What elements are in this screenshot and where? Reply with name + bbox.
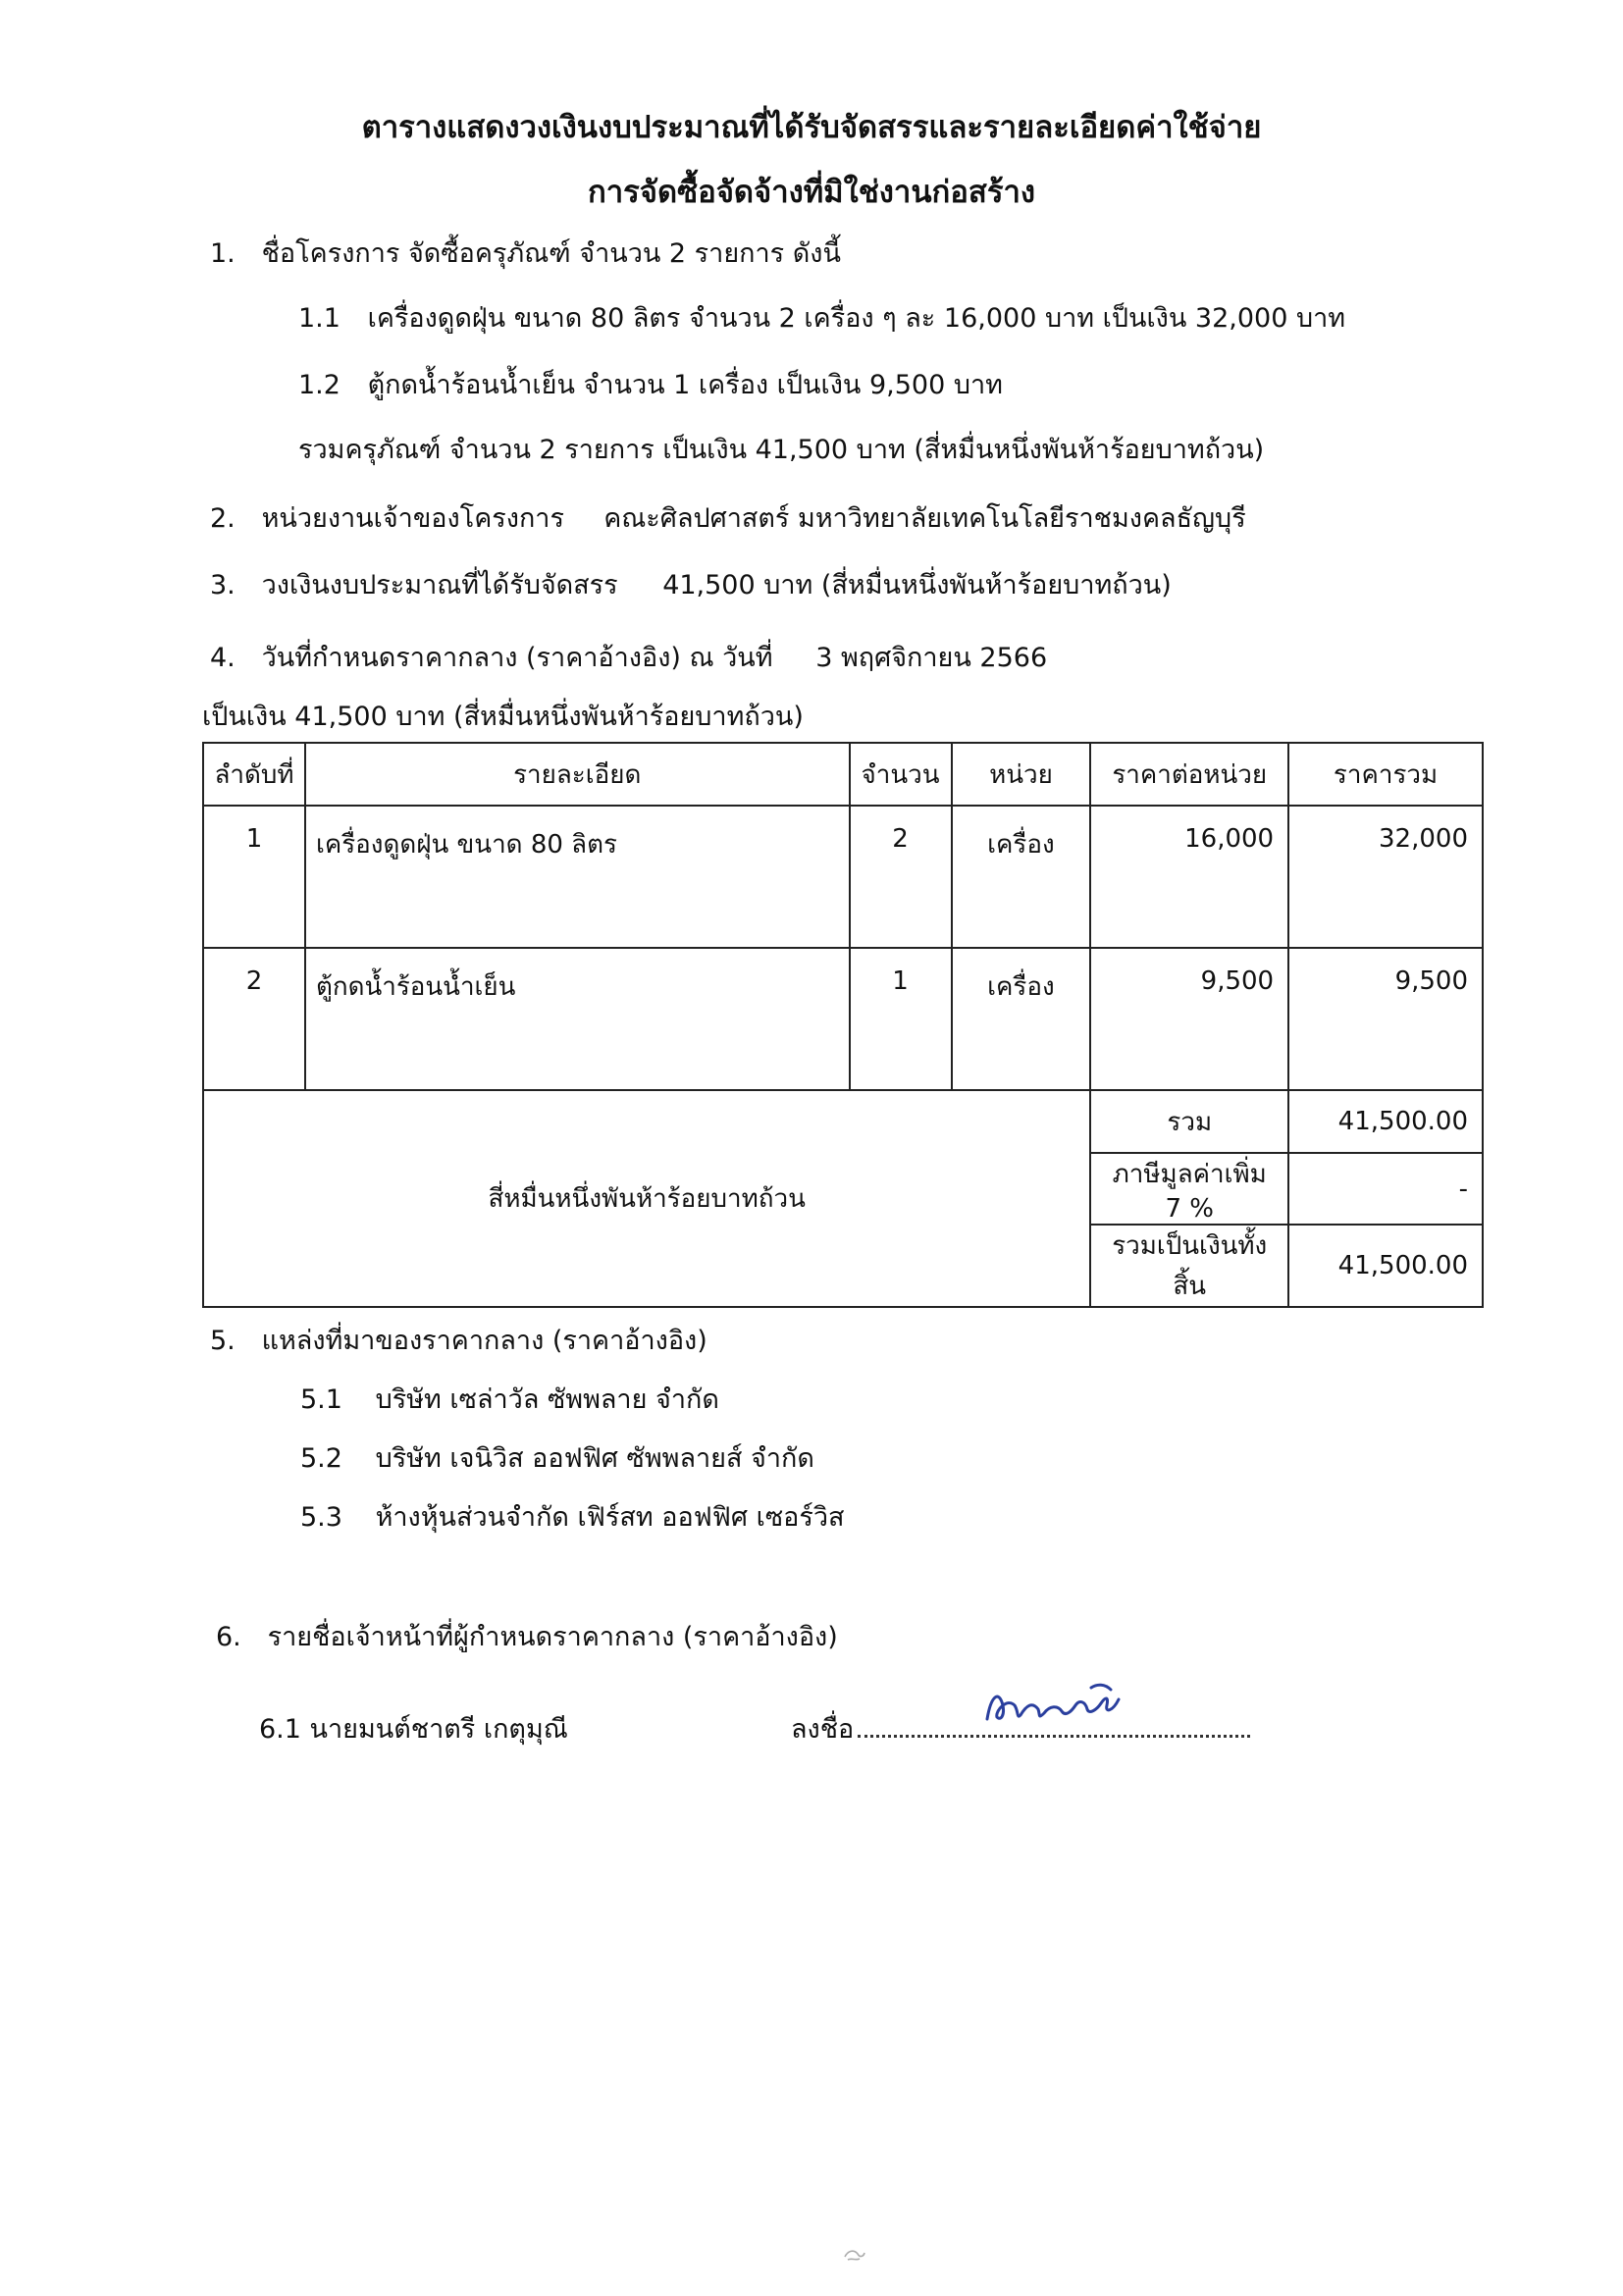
table-row [203, 806, 1483, 948]
section2-label: หน่วยงานเจ้าของโครงการ [261, 503, 564, 534]
section3-value: 41,500 บาท (สี่หมื่นหนึ่งพันห้าร้อยบาทถ้วน) [662, 570, 1172, 600]
section3-line [210, 563, 1172, 605]
row-unit-price: 9,500 [1090, 948, 1288, 1090]
row-unit: เครื่อง [952, 806, 1091, 948]
section3-label: วงเงินงบประมาณที่ได้รับจัดสรร [261, 570, 618, 600]
section6-number: 6. [216, 1622, 241, 1652]
source-item [300, 1436, 814, 1479]
signature-dotted-line [858, 1735, 1250, 1738]
section2-value: คณะศิลปศาสตร์ มหาวิทยาลัยเทคโนโลยีราชมงคลธัญบุรี [603, 503, 1246, 534]
section4-date: 3 พฤศจิกายน 2566 [815, 643, 1048, 673]
handwritten-signature [981, 1676, 1138, 1735]
row-detail: เครื่องดูดฝุ่น ขนาด 80 ลิตร [305, 806, 850, 948]
document-title-line1: ตารางแสดงวงเงินงบประมาณที่ได้รับจัดสรรและรายละเอียดค่าใช้จ่าย [361, 110, 1262, 145]
section1-line [210, 232, 841, 274]
section2-number: 2. [210, 503, 236, 534]
subtotal-label: รวม [1090, 1090, 1288, 1153]
row-unit: เครื่อง [952, 948, 1091, 1090]
grand-total-label: รวมเป็นเงินทั้งสิ้น [1090, 1225, 1288, 1307]
section4-amount: เป็นเงิน 41,500 บาท (สี่หมื่นหนึ่งพันห้าร้อยบาทถ้วน) [202, 702, 804, 732]
section4-text: วันที่กำหนดราคากลาง (ราคาอ้างอิง) ณ วันที่ [261, 643, 773, 673]
table-header-row [203, 743, 1483, 806]
amount-in-words: สี่หมื่นหนึ่งพันห้าร้อยบาทถ้วน [203, 1090, 1090, 1307]
header-unit: หน่วย [952, 743, 1091, 806]
section1-item1-number: 1.1 [298, 303, 340, 334]
subtotal-value: 41,500.00 [1288, 1090, 1483, 1153]
subtotal-row [203, 1090, 1483, 1153]
source-item [300, 1378, 719, 1420]
section1-item2-number: 1.2 [298, 370, 340, 400]
source-name: บริษัท เจนิวิส ออฟฟิศ ซัพพลายส์ จำกัด [375, 1443, 814, 1474]
row-unit-price: 16,000 [1090, 806, 1288, 948]
price-table [202, 742, 1484, 1308]
section1-item1 [298, 296, 1345, 339]
section1-text: ชื่อโครงการ จัดซื้อครุภัณฑ์ จำนวน 2 รายการ ดังนี้ [261, 238, 841, 269]
official-name: 6.1 นายมนต์ชาตรี เกตุมุณี [259, 1714, 568, 1745]
row-total: 32,000 [1288, 806, 1483, 948]
scan-smudge-mark [842, 2245, 867, 2265]
source-item [300, 1495, 845, 1538]
source-number: 5.1 [300, 1384, 342, 1415]
header-qty: จำนวน [850, 743, 952, 806]
section4-line [210, 636, 1047, 678]
section2-line [210, 496, 1246, 539]
sign-label: ลงชื่อ [791, 1714, 855, 1745]
section1-item2-text: ตู้กดน้ำร้อนน้ำเย็น จำนวน 1 เครื่อง เป็นเงิน 9,500 บาท [367, 370, 1003, 400]
section6-text: รายชื่อเจ้าหน้าที่ผู้กำหนดราคากลาง (ราคาอ้างอิง) [267, 1622, 838, 1652]
header-unit-price: ราคาต่อหน่วย [1090, 743, 1288, 806]
grand-total-value: 41,500.00 [1288, 1225, 1483, 1307]
row-no: 2 [203, 948, 305, 1090]
vat-value: - [1288, 1153, 1483, 1225]
section4-number: 4. [210, 643, 236, 673]
header-no: ลำดับที่ [203, 743, 305, 806]
header-total: ราคารวม [1288, 743, 1483, 806]
section5-line [210, 1319, 707, 1361]
source-name: บริษัท เซล่าวัล ซัพพลาย จำกัด [375, 1384, 719, 1415]
source-name: ห้างหุ้นส่วนจำกัด เฟิร์สท ออฟฟิศ เซอร์วิส [375, 1502, 845, 1533]
vat-label: ภาษีมูลค่าเพิ่ม 7 % [1090, 1153, 1288, 1225]
row-no: 1 [203, 806, 305, 948]
section5-text: แหล่งที่มาของราคากลาง (ราคาอ้างอิง) [261, 1326, 707, 1356]
table-row [203, 948, 1483, 1090]
header-detail: รายละเอียด [305, 743, 850, 806]
source-number: 5.3 [300, 1502, 342, 1533]
section1-total: รวมครุภัณฑ์ จำนวน 2 รายการ เป็นเงิน 41,500 บาท (สี่หมื่นหนึ่งพันห้าร้อยบาทถ้วน) [298, 435, 1265, 465]
section1-item1-text: เครื่องดูดฝุ่น ขนาด 80 ลิตร จำนวน 2 เครื่อง ๆ ละ 16,000 บาท เป็นเงิน 32,000 บาท [367, 303, 1346, 334]
section5-number: 5. [210, 1326, 236, 1356]
row-qty: 1 [850, 948, 952, 1090]
row-qty: 2 [850, 806, 952, 948]
section6-line [216, 1615, 838, 1657]
section1-number: 1. [210, 238, 236, 269]
source-number: 5.2 [300, 1443, 342, 1474]
document-title-line2: การจัดซื้อจัดจ้างที่มิใช่งานก่อสร้าง [587, 175, 1036, 210]
section3-number: 3. [210, 570, 236, 600]
section1-item2 [298, 363, 1003, 405]
row-detail: ตู้กดน้ำร้อนน้ำเย็น [305, 948, 850, 1090]
row-total: 9,500 [1288, 948, 1483, 1090]
